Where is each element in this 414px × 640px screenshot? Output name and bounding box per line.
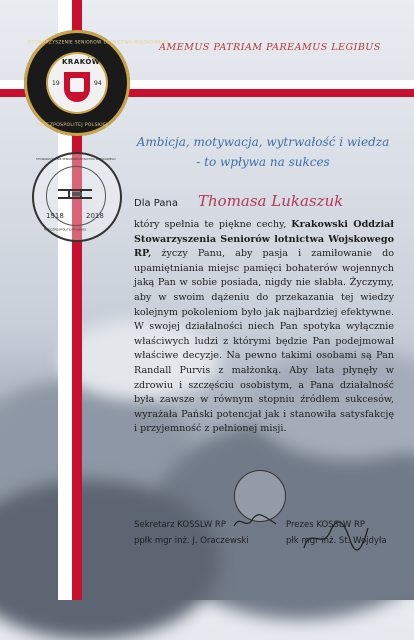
body-organization: Krakowski Oddział Stowarzyszenia Seniorów lotnictwa Wojskowego RP, [134,219,394,260]
stamp-ring-text: STOWARZYSZENIE SENIORÓW LOTNICTWA WOJSKOWEGO [36,158,116,162]
body-rest: życzy Panu, aby pasja i zamiłowanie do upamiętniania miejsc pamięci bohaterów wojennych jaką Pan w sobie posiada, nigdy nie słabła. Życzymy, aby w swoim dążeniu do przekazania tej wiedzy kolejnym pokoleniom było jak najbardziej efektywne. W swojej działalności niech Pan spotyka wyłącznie właściwych ludzi z którymi będzie Pan podejmował właściwe decyzje. Na pewno takimi osobami są Pan Randall Purvis z małżonką. Aby lata płynęły w zdrowiu i szczęściu osobistym, a Pana działalność była zawsze w równym stopniu źródłem sukcesów, wyrażała Pański potencjał jak i stanowiła satysfakcję i przyjemność z pełnionej misji. [134,248,394,435]
recipient-name: Thomasa Lukaszuk [198,192,344,210]
signatory-right-name: płk mgr inż. St. Wojdyła [286,536,387,546]
emblem-year-left: 19 [52,80,60,87]
greeting: Dla Pana [134,198,178,209]
emblem-ring-bottom-text: RZECZPOSPOLITEJ POLSKIEJ [36,122,108,128]
tagline [128,132,398,172]
signatory-left-name: ppłk mgr inż. J. Oraczewski [134,536,249,546]
emblem-checker-badge [70,78,84,92]
signatory-left-title: Sekretarz KOSSLW RP [134,520,226,530]
tagline-line-1: Ambicja, motywacja, wytrwałość i wiedza [136,135,390,149]
signature-left [232,512,278,532]
signatory-right-title: Prezes KOSSLW RP [286,520,366,530]
motto: AMEMUS PATRIAM PAREAMUS LEGIBUS [159,42,381,53]
emblem-year-right: 94 [94,80,102,87]
stamp-year-left: 1918 [46,212,64,220]
stamp-year-right: 2018 [86,212,104,220]
emblem-city: KRAKÓW [62,58,101,66]
body-intro: który spełnia te piękne cechy, [134,219,287,230]
letter-body [134,218,394,437]
emblem-ring-top-text: STOWARZYSZENIE SENIORÓW LOTNICTWA WOJSKOWEGO [28,40,169,46]
stamp-ring-bottom-text: RZECZPOSPOLITEJ POLSKIEJ [44,228,86,232]
tagline-line-2: - to wpływa na sukces [196,155,330,169]
biplane-icon [56,186,94,202]
